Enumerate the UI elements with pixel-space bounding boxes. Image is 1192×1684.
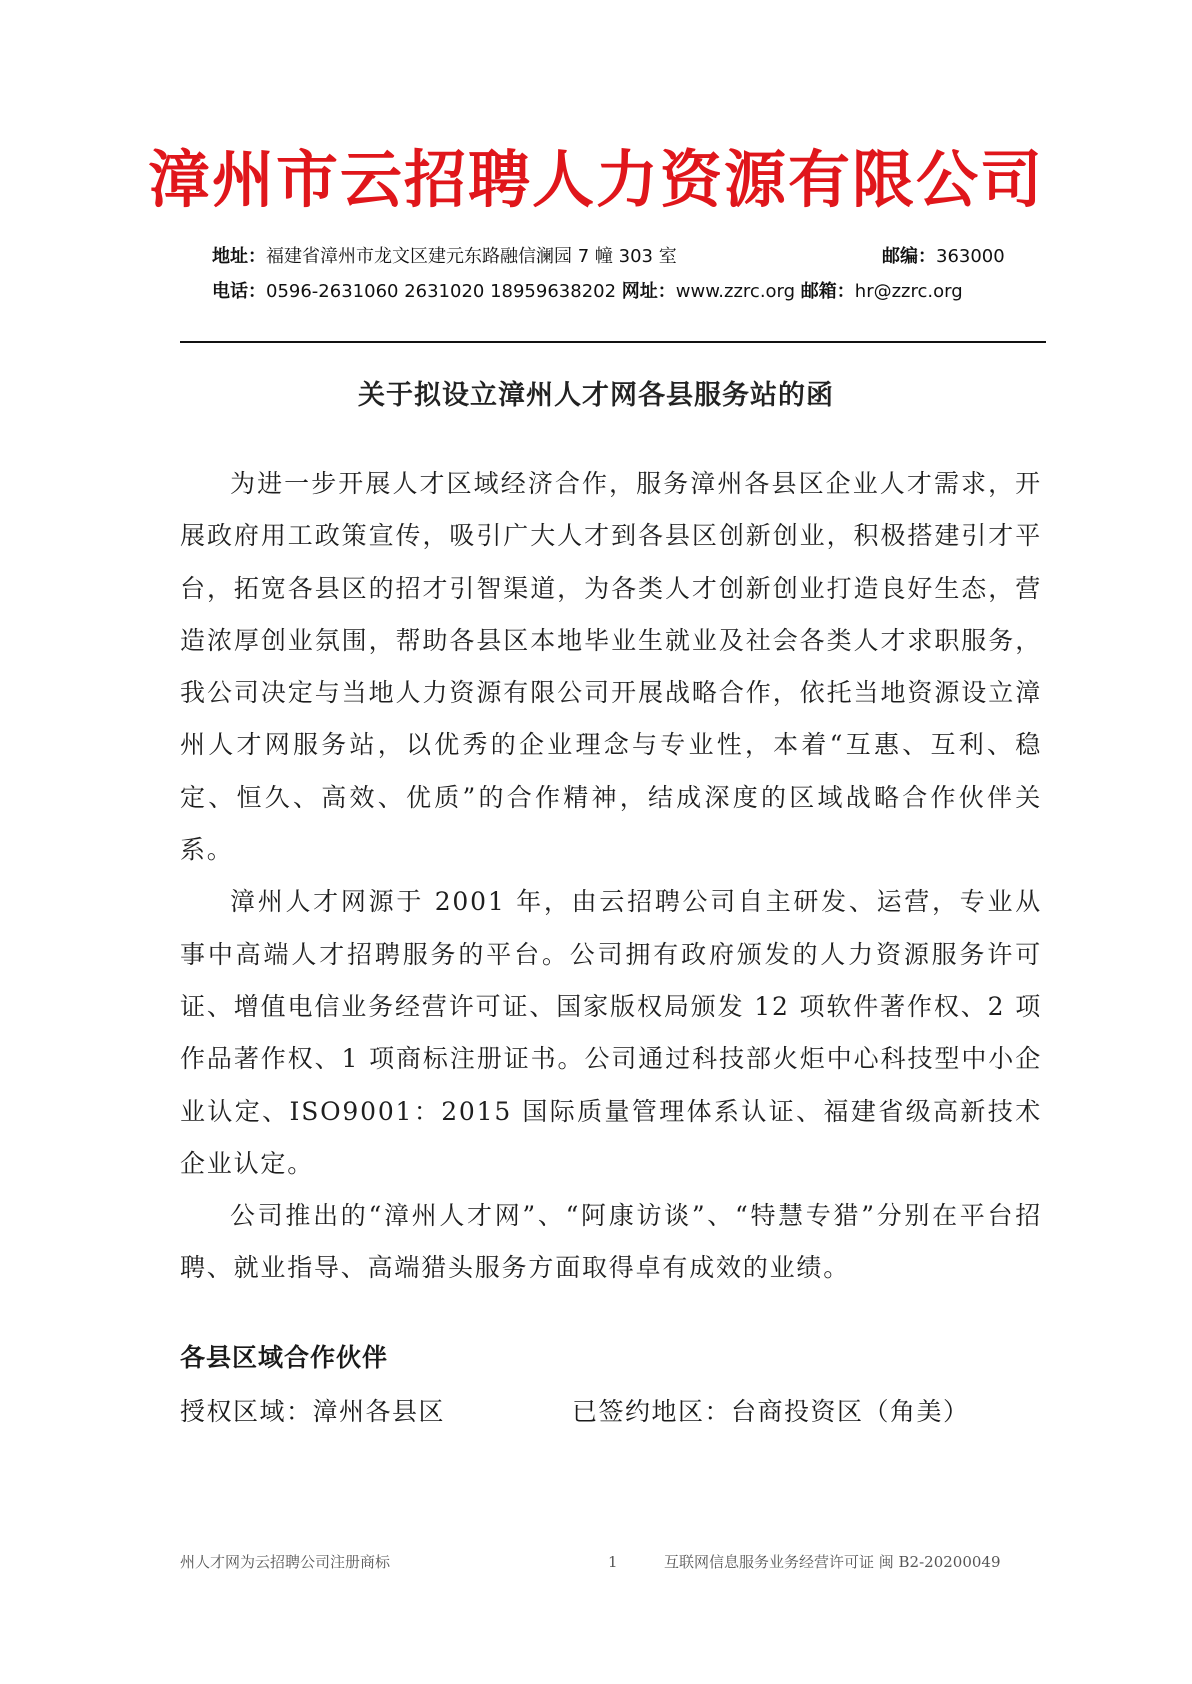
postcode-value: 363000 (936, 246, 1005, 267)
footer-license-note: 互联网信息服务业务经营许可证 闽 B2-20200049 (664, 1553, 1001, 1571)
website-value: www.zzrc.org (675, 281, 801, 302)
body-paragraph: 为进一步开展人才区域经济合作，服务漳州各县区企业人才需求，开展政府用工政策宣传，吸引广大人才到各县区创新创业，积极搭建引才平台，拓宽各县区的招才引智渠道，为各类人才创新创业打造良好生态，营造浓厚创业氛围，帮助各县区本地毕业生就业及社会各类人才求职服务，我公司决定与当地人力资源有限公司开展战略合作，依托当地资源设立漳州人才网服务站，以优秀的企业理念与专业性，本着“互惠、互利、稳定、恒久、高效、优质”的合作精神，结成深度的区域战略合作伙伴关系。 (180, 469, 1042, 865)
postcode-label: 邮编： (882, 246, 936, 267)
body-paragraph: 漳州人才网源于 2001 年，由云招聘公司自主研发、运营，专业从事中高端人才招聘服务的平台。公司拥有政府颁发的人力资源服务许可证、增值电信业务经营许可证、国家版权局颁发 12 项软件著作权、2 项作品著作权、1 项商标注册证书。公司通过科技部火炬中心科技型中小企业认定、ISO9001：2015 国际质量管理体系认证、福建省级高新技术企业认定。 (180, 887, 1042, 1178)
phone-value: 0596-2631060 2631020 18959638202 (266, 281, 622, 302)
letter-body (180, 458, 1042, 1295)
company-name-heading: 漳州市云招聘人力资源有限公司 (147, 143, 1044, 216)
signed-area: 已签约地区：台商投资区（角美） (572, 1397, 970, 1426)
email-label: 邮箱： (800, 281, 855, 302)
address-value: 福建省漳州市龙文区建元东路融信澜园 7 幢 303 室 (266, 246, 677, 267)
authorized-area: 授权区域：漳州各县区 (180, 1397, 446, 1426)
address-line (212, 244, 1012, 270)
address-label: 地址： (212, 246, 266, 267)
partners-heading: 各县区域合作伙伴 (180, 1343, 389, 1372)
footer-trademark-note: 州人才网为云招聘公司注册商标 (180, 1553, 391, 1571)
postcode (882, 244, 1005, 270)
header-divider (180, 341, 1046, 343)
body-paragraph: 公司推出的“漳州人才网”、“阿康访谈”、“特慧专猎”分别在平台招聘、就业指导、高端猎头服务方面取得卓有成效的业绩。 (180, 1201, 1042, 1283)
phone-label: 电话： (212, 281, 266, 302)
footer-page-number: 1 (608, 1553, 618, 1571)
document-title: 关于拟设立漳州人才网各县服务站的函 (358, 380, 834, 411)
contact-line (212, 279, 1012, 305)
email-value: hr@zzrc.org (854, 281, 963, 302)
website-label: 网址： (621, 281, 676, 302)
